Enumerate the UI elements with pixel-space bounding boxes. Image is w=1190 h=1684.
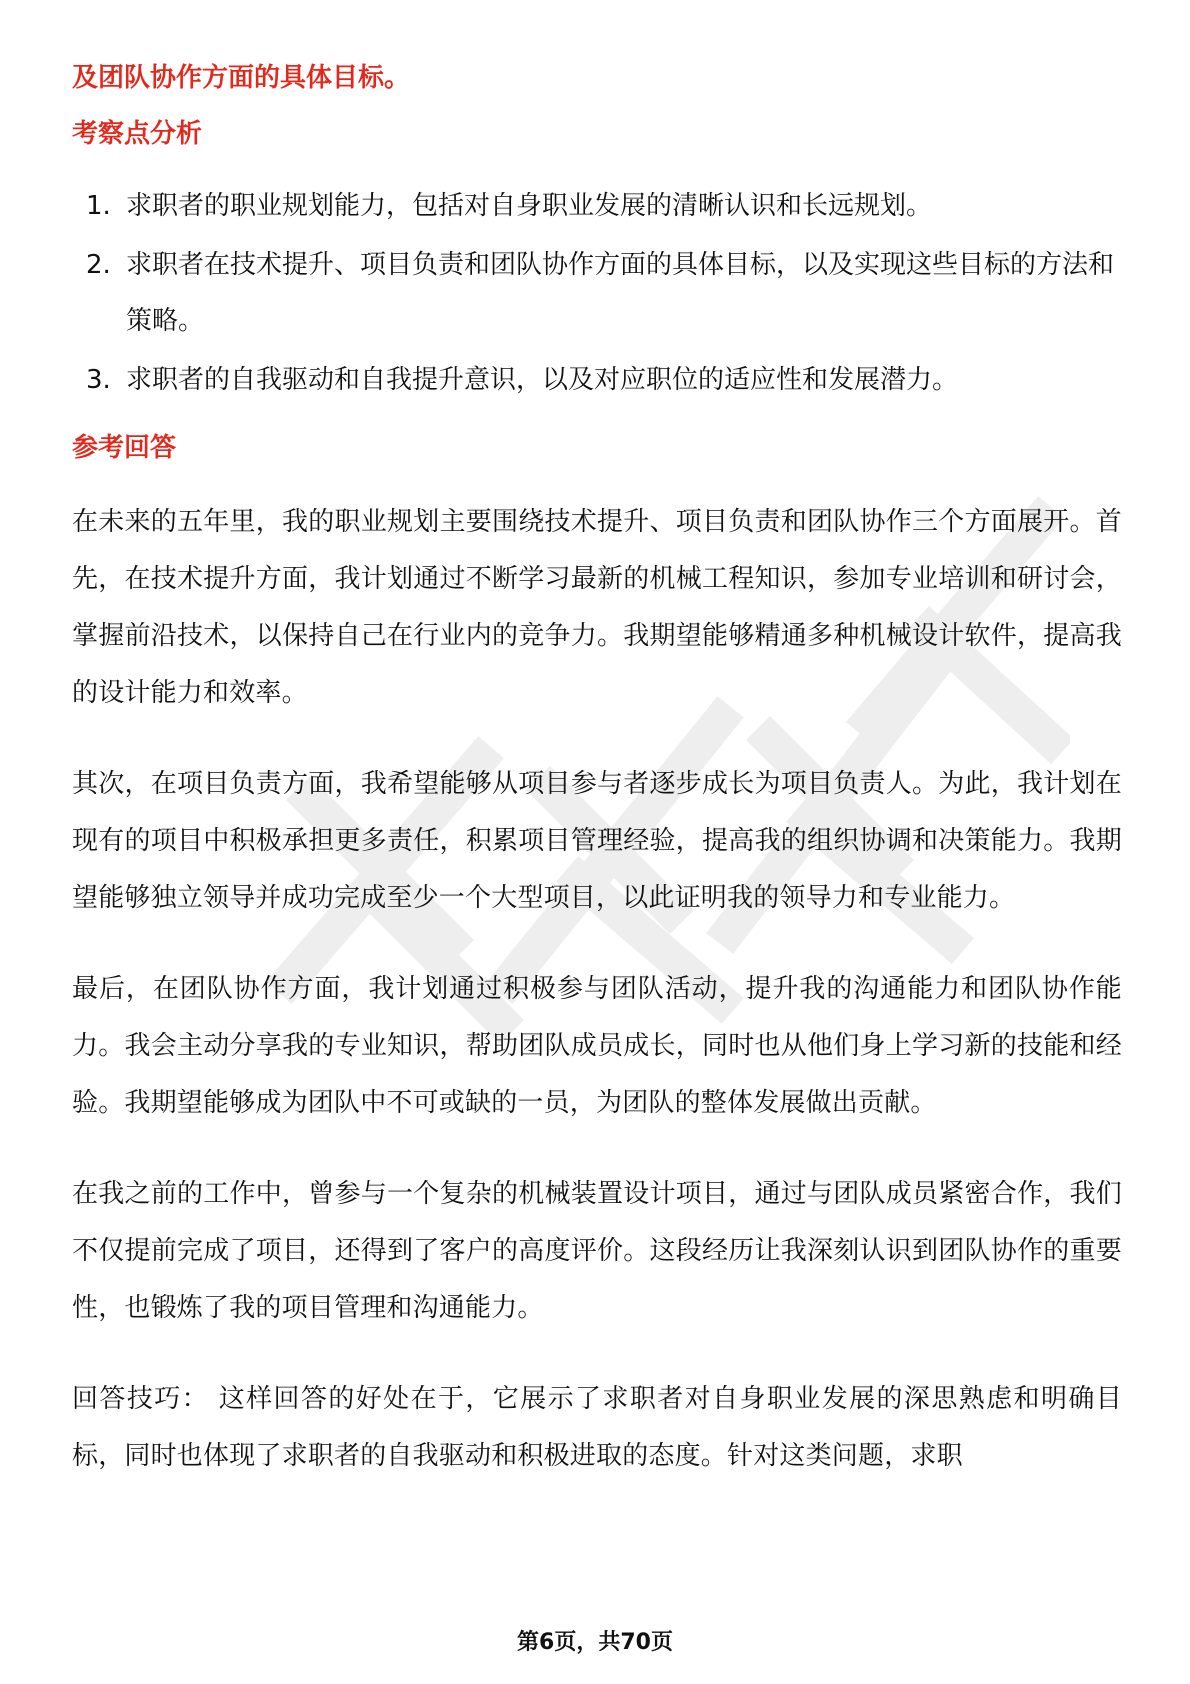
list-item-number: 1. <box>86 191 111 221</box>
answer-paragraph: 在未来的五年里，我的职业规划主要围绕技术提升、项目负责和团队协作三个方面展开。首先，在技术提升方面，我计划通过不断学习最新的机械工程知识，参加专业培训和研讨会，掌握前沿技术，以保持自己在行业内的竞争力。我期望能够精通多种机械设计软件，提高我的设计能力和效率。 <box>72 507 1122 708</box>
section-title-analysis: 考察点分析 <box>72 119 203 149</box>
list-item-text: 求职者的职业规划能力，包括对自身职业发展的清晰认识和长远规划。 <box>126 191 933 221</box>
list-item-text: 求职者的自我驱动和自我提升意识，以及对应职位的适应性和发展潜力。 <box>126 365 959 395</box>
answer-paragraph: 最后，在团队协作方面，我计划通过积极参与团队活动，提升我的沟通能力和团队协作能力。我会主动分享我的专业知识，帮助团队成员成长，同时也从他们身上学习新的技能和经验。我期望能够成为团队中不可或缺的一员，为团队的整体发展做出贡献。 <box>72 974 1122 1118</box>
intro-line: 及团队协作方面的具体目标。 <box>72 63 411 93</box>
list-item <box>72 352 1122 408</box>
list-item <box>72 178 1122 234</box>
list-item <box>72 237 1122 349</box>
page-number-footer: 第6页，共70页 <box>517 1630 673 1655</box>
analysis-list <box>72 178 1122 408</box>
list-item-text: 求职者在技术提升、项目负责和团队协作方面的具体目标，以及实现这些目标的方法和策略。 <box>126 250 1115 336</box>
answer-tips-paragraph: 回答技巧： 这样回答的好处在于，它展示了求职者对自身职业发展的深思熟虑和明确目标，同时也体现了求职者的自我驱动和积极进取的态度。针对这类问题，求职 <box>72 1384 1122 1471</box>
list-item-number: 2. <box>86 250 111 280</box>
section-title-answer: 参考回答 <box>72 433 177 463</box>
page-content <box>72 58 1122 1485</box>
answer-paragraph: 其次，在项目负责方面，我希望能够从项目参与者逐步成长为项目负责人。为此，我计划在现有的项目中积极承担更多责任，积累项目管理经验，提高我的组织协调和决策能力。我期望能够独立领导并成功完成至少一个大型项目，以此证明我的领导力和专业能力。 <box>72 769 1122 913</box>
list-item-number: 3. <box>86 365 111 395</box>
answer-paragraph: 在我之前的工作中，曾参与一个复杂的机械装置设计项目，通过与团队成员紧密合作，我们不仅提前完成了项目，还得到了客户的高度评价。这段经历让我深刻认识到团队协作的重要性，也锻炼了我的项目管理和沟通能力。 <box>72 1179 1122 1323</box>
